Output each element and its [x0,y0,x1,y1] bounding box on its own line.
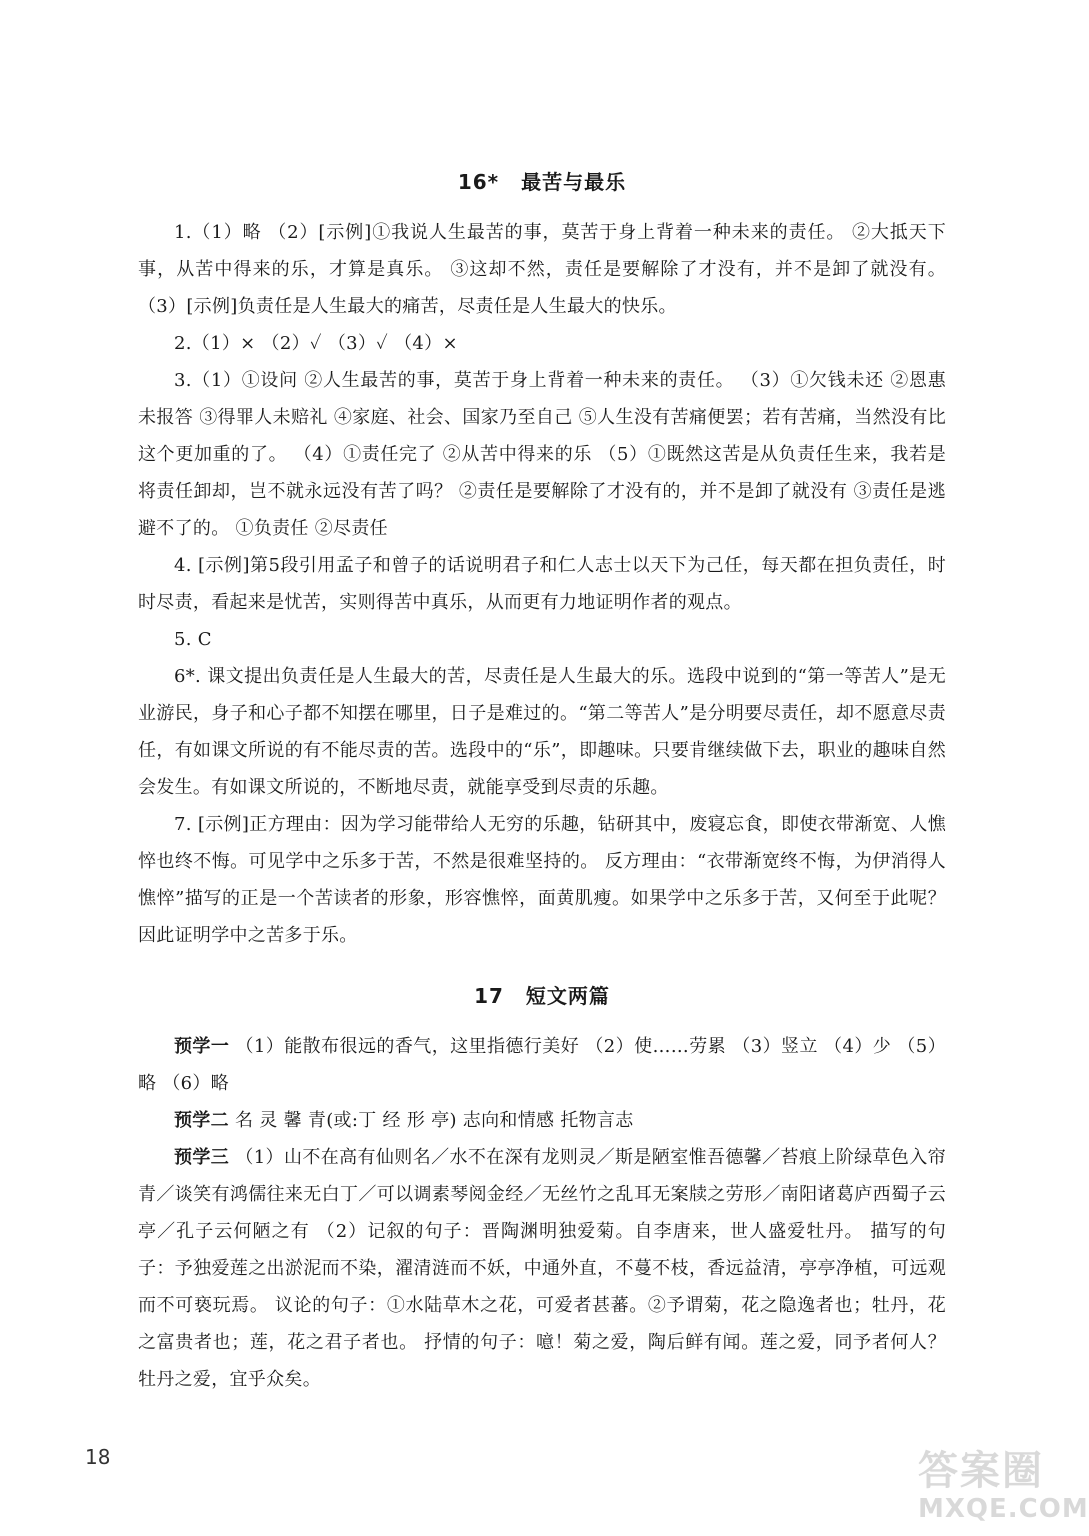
answer-17-preview-3-text: （1）山不在高有仙则名／水不在深有龙则灵／斯是陋室惟吾德馨／苔痕上阶绿草色入帘青／谈笑有鸿儒往来无白丁／可以调素琴阅金经／无丝竹之乱耳无案牍之劳形／南阳诸葛庐西蜀子云亭／孔子云何陋之有 （2）记叙的句子：晋陶渊明独爱菊。自李唐来，世人盛爱牡丹。 描写的句子：予独爱莲之出淤泥而不染，濯清涟而不妖，中通外直，不蔓不枝，香远益清，亭亭净植，可远观而不可亵玩焉。 议论的句子：①水陆草木之花，可爱者甚蕃。②予谓菊，花之隐逸者也；牡丹，花之富贵者也；莲，花之君子者也。 抒情的句子：噫！菊之爱，陶后鲜有闻。莲之爱，同予者何人？牡丹之爱，宜乎众矣。 [138,1147,946,1390]
answer-16-2: 2.（1）× （2）✓ （3）✓ （4）× [174,333,458,354]
answer-16-7: 7. [示例]正方理由：因为学习能带给人无穷的乐趣，钻研其中，废寝忘食，即使衣带渐宽、人憔悴也终不悔。可见学中之乐多于苦，不然是很难坚持的。 反方理由：“衣带渐宽终不悔，为伊消得人憔悴”描写的正是一个苦读者的形象，形容憔悴，面黄肌瘦。如果学中之乐多于苦，又何至于此呢？因此证明学中之苦多于乐。 [138,814,946,946]
answer-16-5: 5. C [174,629,212,650]
answer-17-preview-1-text: （1）能散布很远的香气，这里指德行美好 （2）使……劳累 （3）竖立 （4）少 （5）略 （6）略 [138,1036,946,1094]
answer-16-6: 6*. 课文提出负责任是人生最大的苦，尽责任是人生最大的乐。选段中说到的“第一等苦人”是无业游民，身子和心子都不知摆在哪里，日子是难过的。“第二等苦人”是分明要尽责任，却不愿意尽责任，有如课文所说的有不能尽责的苦。选段中的“乐”，即趣味。只要肯继续做下去，职业的趣味自然会发生。有如课文所说的，不断地尽责，就能享受到尽责的乐趣。 [138,666,946,798]
answer-17-preview-2-label: 预学二 [174,1110,229,1131]
answer-17-preview-3-label: 预学三 [174,1147,230,1168]
watermark-text: 答案圈 [918,1448,1044,1494]
answer-16-1: 1.（1）略 （2）[示例]①我说人生最苦的事，莫苦于身上背着一种未来的责任。 ②大抵天下事，从苦中得来的乐，才算是真乐。 ③这却不然，责任是要解除了才没有，并不是卸了就没有。 （3）[示例]负责任是人生最大的痛苦，尽责任是人生最大的快乐。 [138,222,946,317]
section-16-title [138,162,946,202]
answer-17-preview-2 [138,1102,946,1139]
answer-17-preview-3 [138,1139,946,1398]
section-17-number: 17 [474,984,504,1008]
section-17-title [138,976,946,1016]
page-content [138,162,946,1398]
answer-16-4: 4. [示例]第5段引用孟子和曾子的话说明君子和仁人志士以天下为己任，每天都在担负责任，时时尽责，看起来是忧苦，实则得苦中真乐，从而更有力地证明作者的观点。 [138,555,946,613]
section-17-heading: 短文两篇 [525,984,610,1008]
answer-17-preview-1 [138,1028,946,1102]
answer-16-3: 3.（1）①设问 ②人生最苦的事，莫苦于身上背着一种未来的责任。 （3）①欠钱未还 ②恩惠未报答 ③得罪人未赔礼 ④家庭、社会、国家乃至自己 ⑤人生没有苦痛便罢；若有苦痛，当然没有比这个更加重的了。 （4）①责任完了 ②从苦中得来的乐 （5）①既然这苦是从负责任生来，我若是将责任卸却，岂不就永远没有苦了吗？ ②责任是要解除了才没有的，并不是卸了就没有 ③责任是逃避不了的。 ①负责任 ②尽责任 [138,370,946,539]
section-16-number: 16* [457,170,500,194]
page-number: 18 [85,1445,111,1469]
answer-17-preview-1-label: 预学一 [174,1036,230,1057]
watermark-url: MXQE.COM [918,1494,1089,1524]
watermark-logo [918,1448,1089,1532]
answer-17-preview-2-text: 名 灵 馨 青(或:丁 经 形 亭) 志向和情感 托物言志 [234,1110,634,1131]
section-16-heading: 最苦与最乐 [521,170,627,194]
